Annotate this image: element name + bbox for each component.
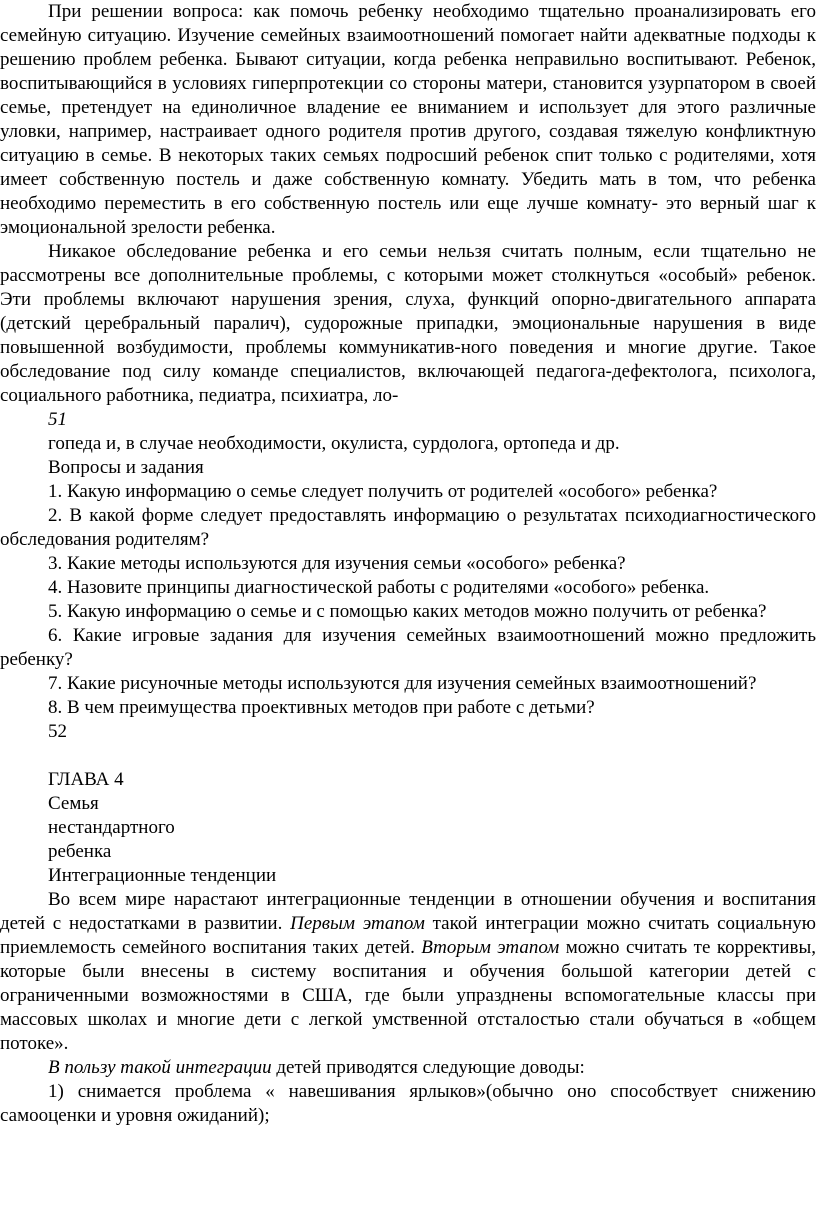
question-item: 8. В чем преимущества проективных методов при работе с детьми? xyxy=(48,697,595,718)
page-number: 51 xyxy=(48,409,67,430)
chapter-label: ГЛАВА 4 xyxy=(48,769,124,790)
section-title: Интеграционные тенденции xyxy=(48,865,277,886)
question-item: 6. Какие игровые задания для изучения семейных взаимоотношений можно предложить ребенку? xyxy=(0,625,816,670)
question-item: 2. В какой форме следует предоставлять информацию о результатах психодиагностического обследования родителям? xyxy=(0,505,816,550)
text-run: Во всем мире нарастают интеграционные тенденции в отношении обучения и воспитания детей с недостатками в развитии. xyxy=(0,889,816,934)
question-item: 5. Какую информацию о семье и с помощью каких методов можно получить от ребенка? xyxy=(48,601,767,622)
question-item: 7. Какие рисуночные методы используются для изучения семейных взаимоотношений? xyxy=(48,673,757,694)
paragraph-continuation: гопеда и, в случае необходимости, окулиста, сурдолога, ортопеда и др. xyxy=(48,433,620,454)
text-run: детей приводятся следующие доводы: xyxy=(271,1057,585,1078)
emphasis: В пользу такой интеграции xyxy=(48,1057,272,1078)
text-run: можно считать те коррективы, которые были внесены в систему воспитания и обучения большой категории детей с ограниченными возможностями в США, где были упразднены вспомогательные классы при массовых школах и многие дети с легкой умственной отсталостью стали обучаться в «общем потоке». xyxy=(0,937,816,1054)
emphasis: Первым этапом xyxy=(290,913,425,934)
question-item: 4. Назовите принципы диагностической работы с родителями «особого» ребенка. xyxy=(48,577,710,598)
paragraph-integration xyxy=(0,888,816,1056)
paragraph-examination: Никакое обследование ребенка и его семьи нельзя считать полным, если тщательно не рассмотрены все дополнительные проблемы, с которыми может столкнуться «особый» ребенок. Эти проблемы включают нарушения зрения, слуха, функций опорно-двигательного аппарата (детский церебральный паралич), судорожные припадки, эмоциональные нарушения в виде повышенной возбудимости, проблемы коммуникатив-ного поведения и многие другие. Такое обследование под силу команде специалистов, включающей педагога-дефектолога, психолога, социального работника, педиатра, психиатра, ло- xyxy=(0,241,816,406)
question-item: 1. Какую информацию о семье следует получить от родителей «особого» ребенка? xyxy=(48,481,718,502)
questions-heading: Вопросы и задания xyxy=(48,457,204,478)
paragraph-arguments xyxy=(0,1056,816,1080)
chapter-title-line: нестандартного xyxy=(48,817,175,838)
question-item: 3. Какие методы используются для изучения семьи «особого» ребенка? xyxy=(48,553,626,574)
paragraph-family-situation: При решении вопроса: как помочь ребенку необходимо тщательно проанализировать его семейную ситуацию. Изучение семейных взаимоотношений помогает найти адекватные подходы к решению проблем ребенка. Бывают ситуации, когда ребенка неправильно воспитывают. Ребенок, воспитывающийся в условиях гиперпротекции со стороны матери, становится узурпатором в своей семье, претендует на единоличное владение ее вниманием и использует для этого различные уловки, например, настраивает одного родителя против другого, создавая тяжелую конфликтную ситуацию в семье. В некоторых таких семьях подросший ребенок спит только с родителями, хотя имеет собственную постель и даже собственную комнату. Убедить мать в том, что ребенка необходимо переместить в его собственную постель или еще лучше комнату- это верный шаг к эмоциональной зрелости ребенка. xyxy=(0,1,816,238)
page-number: 52 xyxy=(48,721,67,742)
list-item: 1) снимается проблема « навешивания ярлыков»(обычно оно способствует снижению самооценки и уровня ожиданий); xyxy=(0,1081,816,1126)
text-run: такой интеграции можно считать социальную приемлемость семейного воспитания таких детей. xyxy=(0,913,816,958)
chapter-title-line: ребенка xyxy=(48,841,112,862)
emphasis: Вторым этапом xyxy=(421,937,560,958)
chapter-title-line: Семья xyxy=(48,793,99,814)
blank-line xyxy=(0,744,816,768)
